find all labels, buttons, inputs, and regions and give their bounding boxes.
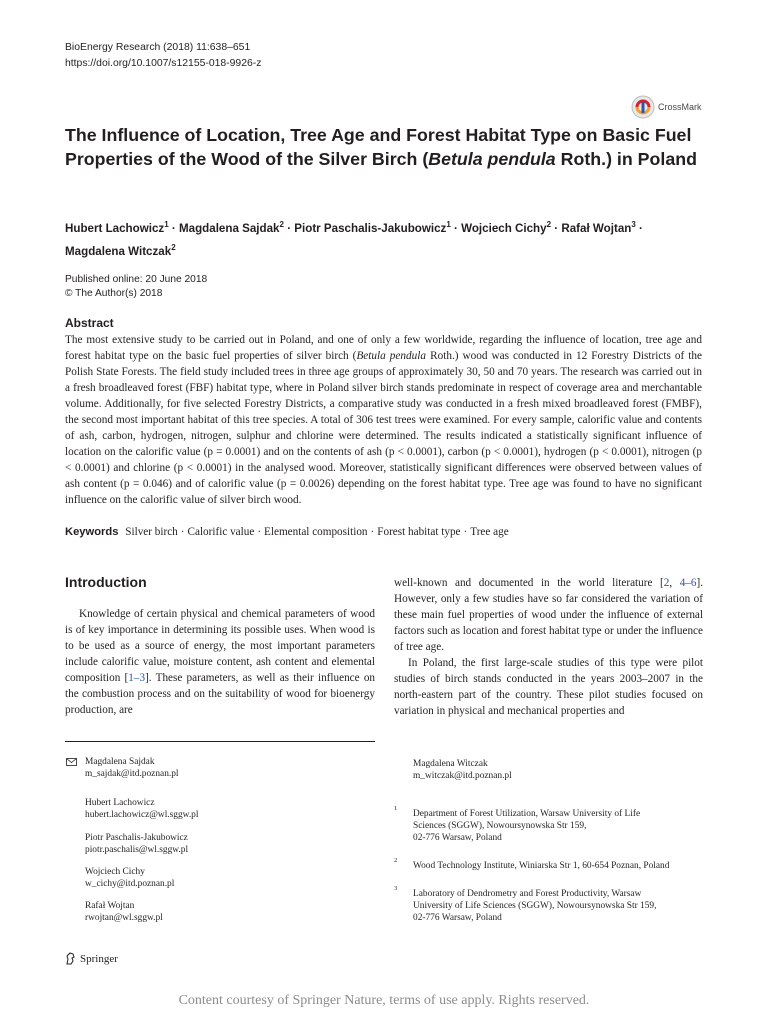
footnote-divider — [65, 741, 375, 742]
affiliation-number: 3 — [394, 885, 398, 892]
publisher-name: Springer — [80, 952, 118, 965]
keyword: Forest habitat type — [377, 526, 461, 538]
doi-link[interactable]: https://doi.org/10.1007/s12155-018-9926-z — [65, 58, 262, 69]
published-date: Published online: 20 June 2018 — [65, 274, 208, 285]
author-name[interactable]: Rafał Wojtan — [561, 221, 632, 235]
contact-entry — [85, 756, 179, 780]
abstract-body: The most extensive study to be carried out in Poland, and one of only a few worldwide, regarding the influence of location, tree age and forest habitat type on the basic fuel properties of silver birch (Betula pendula Roth.) wood was conducted in 12 Forestry Districts of the Polish State Forests. The field study included trees in three age groups of approximately 30, 50 and 70 years. The research was carried out in a fresh broadleaved forest (FBF) habitat type, where in Poland silver birch stands predominate in respect of coverage area and merchantable volume. Additionally, for five selected Forestry Districts, a comparative study was conducted in a fresh mixed broadleaved forest (FMBF), the second most important habitat of this tree species. A total of 306 test trees were examined. For every sample, calorific value and contents of ash, carbon, hydrogen, nitrogen, sulphur and chlorine were determined. The results indicated a statistically significant influence of location on the calorific value (p = 0.0001) and on the contents of ash (p < 0.0001), carbon (p < 0.0001), hydrogen (p < 0.0001), nitrogen (p < 0.0001) and chlorine (p < 0.0001) in the analysed wood. Moreover, statistically significant differences were observed between values of ash content (p = 0.046) and of calorific value (p = 0.0026) depending on the forest habitat type. Tree age was found to have no significant influence on the calorific value of silver birch wood. — [65, 334, 702, 506]
citation-link[interactable]: 2 — [663, 577, 670, 589]
keywords: Keywords Silver birch · Calorific value · Elemental composition · Forest habitat type · Tree age — [65, 526, 509, 538]
contact-email[interactable]: hubert.lachowicz@wl.sggw.pl — [85, 810, 199, 821]
publisher-logo — [65, 952, 118, 965]
keywords-label: Keywords — [65, 526, 119, 538]
contact-name: Magdalena Sajdak — [85, 757, 155, 767]
author-list: Hubert Lachowicz$^1$ · Magdalena Sajdak$^2$ · Piotr Paschalis-Jakubowicz$^1$ · Wojciech Cichy$^2$ · Rafał Wojtan$^3$ · Magdalena Witczak$^2$ — [65, 220, 643, 258]
contact-name: Piotr Paschalis-Jakubowicz — [85, 833, 188, 843]
introduction-right-column: well-known and documented in the world literature [2, 4–6]. However, only a few studies have so far considered the variation of these main fuel properties of wood under the influence of external factors such as location and forest habitat type or under the influence of tree age. In Poland, the first large-scale studies of this type were pilot studies of birch stands conducted in the years 2003–2007 in the north-eastern part of the country. These pilot studies focused on variation in physical and mechanical properties and — [394, 577, 704, 717]
affiliation-number: 2 — [394, 857, 398, 864]
contact-entry — [85, 797, 198, 821]
introduction-left-column: Knowledge of certain physical and chemical parameters of wood is of key importance in determining its possible uses. When wood is to be used as a source of energy, the most important parameters include calorific value, moisture content, ash content and elemental composition [1–3]. These parameters, as well as their influence on the combustion process and on the suitability of wood for bioenergy production, are — [65, 608, 376, 716]
envelope-icon — [66, 758, 77, 766]
author-name[interactable]: Piotr Paschalis-Jakubowicz — [294, 221, 447, 235]
journal-reference — [65, 40, 261, 72]
contact-email[interactable]: rwojtan@wl.sggw.pl — [85, 913, 163, 924]
affiliation: Department of Forest Utilization, Warsaw University of Life Sciences (SGGW), Nowoursynowska Str 159, 02-776 Warsaw, Poland — [413, 809, 641, 844]
publication-info — [65, 273, 207, 300]
contact-entry — [85, 832, 188, 856]
species-name: Betula pendula — [428, 148, 556, 169]
contact-name: Hubert Lachowicz — [85, 798, 155, 808]
springer-horse-icon — [65, 952, 77, 965]
contact-name: Rafał Wojtan — [85, 901, 135, 911]
keyword: Silver birch — [125, 526, 178, 538]
contact-entry — [85, 866, 174, 890]
contact-name: Magdalena Witczak — [413, 759, 488, 769]
journal-citation: BioEnergy Research (2018) 11:638–651 — [65, 42, 251, 53]
contact-email[interactable]: w_cichy@itd.poznan.pl — [85, 879, 175, 890]
citation-link[interactable]: 4–6 — [679, 577, 697, 589]
keyword: Elemental composition — [264, 526, 368, 538]
contact-email[interactable]: m_sajdak@itd.poznan.pl — [85, 769, 179, 780]
abstract-heading: Abstract — [65, 316, 114, 330]
contact-entry — [85, 900, 163, 924]
affiliation: Laboratory of Dendrometry and Forest Productivity, Warsaw University of Life Sciences (SGGW), Nowoursynowska Str 159, 02-776 Warsaw, Poland — [413, 889, 657, 924]
author-name[interactable]: Magdalena Sajdak — [178, 221, 280, 235]
contact-email[interactable]: m_witczak@itd.poznan.pl — [413, 771, 512, 782]
contact-entry — [413, 758, 512, 782]
author-name[interactable]: Magdalena Witczak — [65, 244, 172, 258]
species-name: Betula pendula — [356, 350, 427, 362]
contact-name: Wojciech Cichy — [85, 867, 145, 877]
affiliation: Wood Technology Institute, Winiarska Str 1, 60-654 Poznan, Poland — [413, 861, 670, 871]
keyword: Calorific value — [187, 526, 255, 538]
crossmark-icon — [631, 95, 655, 119]
copyright-line: © The Author(s) 2018 — [65, 287, 163, 299]
affiliation-number: 1 — [394, 805, 398, 812]
keyword: Tree age — [470, 526, 509, 538]
contact-email[interactable]: piotr.paschalis@wl.sggw.pl — [85, 845, 189, 856]
content-courtesy-notice: Content courtesy of Springer Nature, terms of use apply. Rights reserved. — [178, 993, 590, 1008]
copyright-icon: © — [65, 287, 73, 299]
introduction-paragraph-2: In Poland, the first large-scale studies of this type were pilot studies of birch stands conducted in the years 2003–2007 in the north-eastern part of the country. These pilot studies focused on variation in physical and mechanical properties and — [394, 657, 703, 717]
article-title: The Influence of Location, Tree Age and Forest Habitat Type on Basic Fuel Properties of the Wood of the Silver Birch (Betula pendula Roth.) in Poland — [65, 125, 697, 169]
author-name[interactable]: Wojciech Cichy — [461, 221, 547, 235]
citation-link[interactable]: 1–3 — [128, 672, 146, 684]
crossmark-badge[interactable] — [631, 93, 709, 121]
author-name[interactable]: Hubert Lachowicz — [65, 221, 165, 235]
introduction-heading: Introduction — [65, 574, 147, 590]
crossmark-label: CrossMark — [658, 102, 702, 112]
